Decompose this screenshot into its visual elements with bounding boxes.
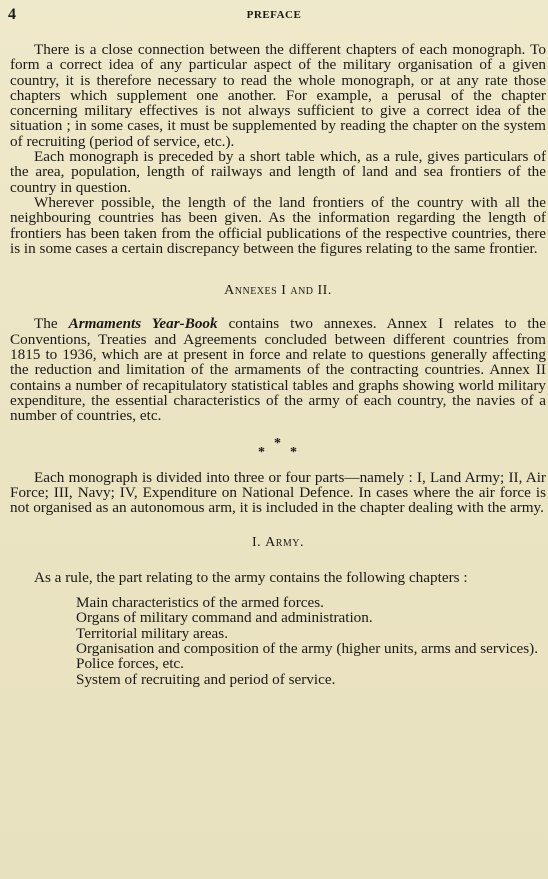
chapter-item-main-characteristics: Main characteristics of the armed forces.	[76, 594, 324, 612]
chapter-item-territorial-areas: Territorial military areas.	[76, 624, 229, 642]
running-head: PREFACE	[246, 9, 302, 21]
asterism-star-left: *	[258, 444, 265, 460]
paragraph-land-frontiers: Wherever possible, the length of the land frontiers of the country with all the neighbouring countries has been given. As the information regarding the length of frontiers has been taken from the official publications of the respective countries, there is in some cases a certain discrepancy between the figures relating to the same frontier.	[10, 193, 546, 257]
asterism-divider	[10, 437, 546, 459]
yearbook-title: Armaments Year-Book	[68, 315, 218, 333]
paragraph-army-intro: As a rule, the part relating to the army contains the following chapters :	[34, 568, 468, 586]
annexes-heading-text: Annexes I and II.	[224, 283, 332, 299]
paragraph-summary-table: Each monograph is preceded by a short table which, as a rule, gives particulars of the area, population, length of railways and length of land and sea frontiers of the country in question.	[10, 148, 546, 196]
paragraph-annexes	[10, 316, 546, 423]
chapter-list	[10, 595, 546, 687]
paragraph-chapter-connection: There is a close connection between the different chapters of each monograph. To form a correct idea of any particular aspect of the military organisation of a given country, it is therefore necessary to read the whole monograph, or at any rate those chapters which supplement one another. For example, a perusal of the chapter concerning military effectives is not always sufficient to give a correct idea of the situation ; in some cases, it must be supplemented by reading the chapter on the system of recruiting (period of service, etc.).	[10, 41, 546, 150]
page-body	[10, 42, 546, 687]
chapter-item-recruiting-system: System of recruiting and period of service.	[76, 670, 336, 688]
annexes-lead: The	[34, 315, 69, 333]
annexes-heading	[10, 283, 546, 298]
asterism-star-right: *	[290, 444, 297, 460]
page-number: 4	[8, 6, 16, 23]
chapter-item-command-administration: Organs of military command and administration.	[76, 609, 373, 627]
chapter-item-police-forces: Police forces, etc.	[76, 655, 184, 673]
army-heading-number: I.	[251, 535, 262, 551]
army-heading	[10, 535, 546, 550]
chapter-item-organisation-composition: Organisation and composition of the army (higher units, arms and services).	[76, 639, 538, 657]
army-heading-text: Army.	[265, 535, 305, 551]
page-header	[8, 6, 540, 26]
annexes-body: contains two annexes. Annex I relates to the Conventions, Treaties and Agreements concluded between different countries from 1815 to 1936, which are at present in force and relate to questions generally affecting the reduction and limitation of the armaments of the contracting countries. Annex II contains a number of recapitulatory statistical tables and graphs showing world military expenditure, the essential characteristics of the army of each country, the navies of a number of countries, etc.	[10, 315, 546, 425]
paragraph-monograph-parts: Each monograph is divided into three or four parts—namely : I, Land Army; II, Air Force; III, Navy; IV, Expenditure on National Defence. In cases where the air force is not organised as an autonomous arm, it is included in the chapter dealing with the army.	[10, 468, 546, 517]
asterism-star-top: *	[274, 435, 281, 451]
